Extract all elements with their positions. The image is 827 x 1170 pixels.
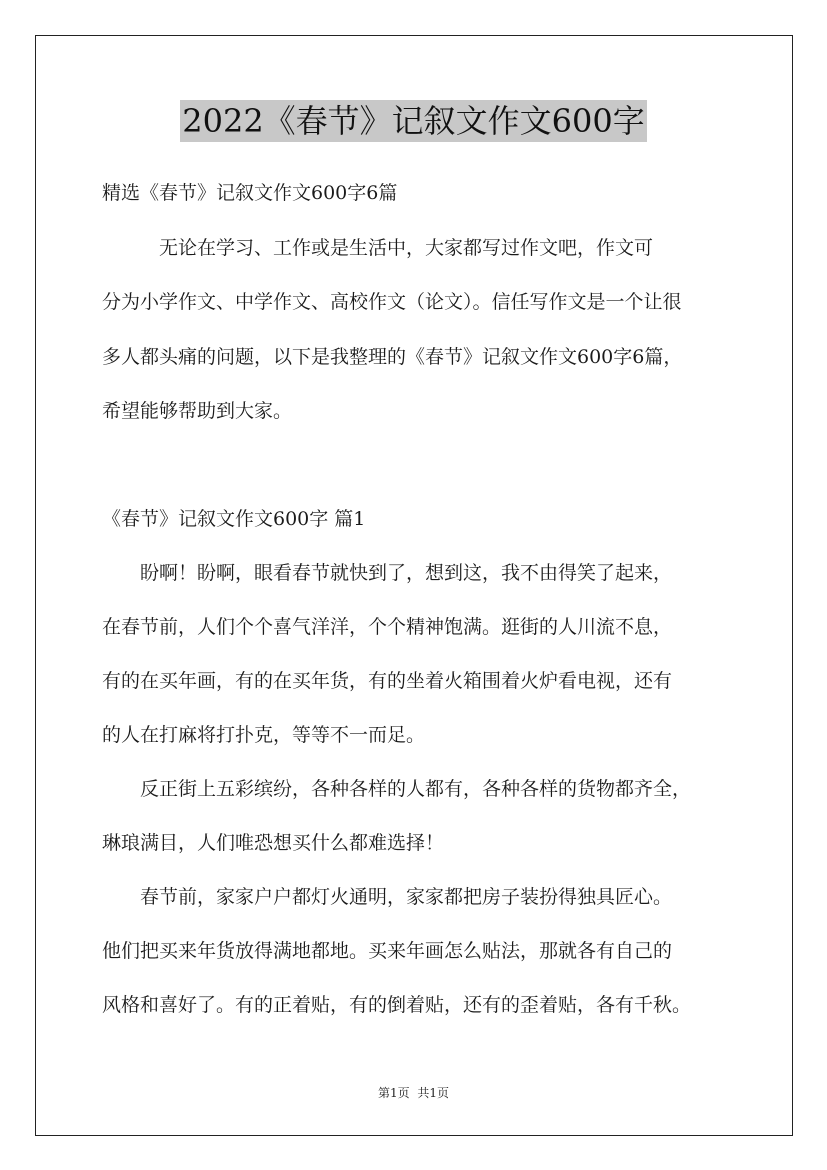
intro-line: 无论在学习、工作或是生活中，大家都写过作文吧，作文可	[102, 237, 654, 259]
page-number: 第1页	[378, 1086, 410, 1100]
page-total: 共1页	[417, 1086, 449, 1100]
body-line: 他们把买来年货放得满地都地。买来年画怎么贴法，那就各有自己的	[102, 940, 673, 962]
body-line: 的人在打麻将打扑克，等等不一而足。	[102, 724, 426, 746]
body-line: 风格和喜好了。有的正着贴，有的倒着贴，还有的歪着贴，各有千秋。	[102, 994, 692, 1016]
intro-line: 希望能够帮助到大家。	[102, 400, 293, 422]
section-heading: 《春节》记叙文作文600字 篇1	[102, 508, 366, 530]
body-line: 琳琅满目，人们唯恐想买什么都难选择！	[102, 832, 445, 854]
body-line: 在春节前，人们个个喜气洋洋，个个精神饱满。逛街的人川流不息，	[102, 616, 673, 638]
intro-line: 分为小学作文、中学作文、高校作文（论文）。信任写作文是一个让很	[102, 291, 682, 313]
body-line: 有的在买年画，有的在买年货，有的坐着火箱围着火炉看电视，还有	[102, 670, 673, 692]
body-line: 春节前，家家户户都灯火通明，家家都把房子装扮得独具匠心。	[102, 886, 673, 908]
body-line: 盼啊！盼啊，眼看春节就快到了，想到这，我不由得笑了起来，	[102, 562, 673, 584]
intro-line: 多人都头痛的问题，以下是我整理的《春节》记叙文作文600字6篇，	[102, 346, 683, 368]
body-line: 反正街上五彩缤纷，各种各样的人都有，各种各样的货物都齐全，	[102, 778, 692, 800]
page-footer	[0, 1085, 827, 1101]
title-container	[0, 100, 827, 142]
document-title: 2022《春节》记叙文作文600字	[182, 102, 645, 140]
document-subtitle: 精选《春节》记叙文作文600字6篇	[102, 182, 398, 204]
